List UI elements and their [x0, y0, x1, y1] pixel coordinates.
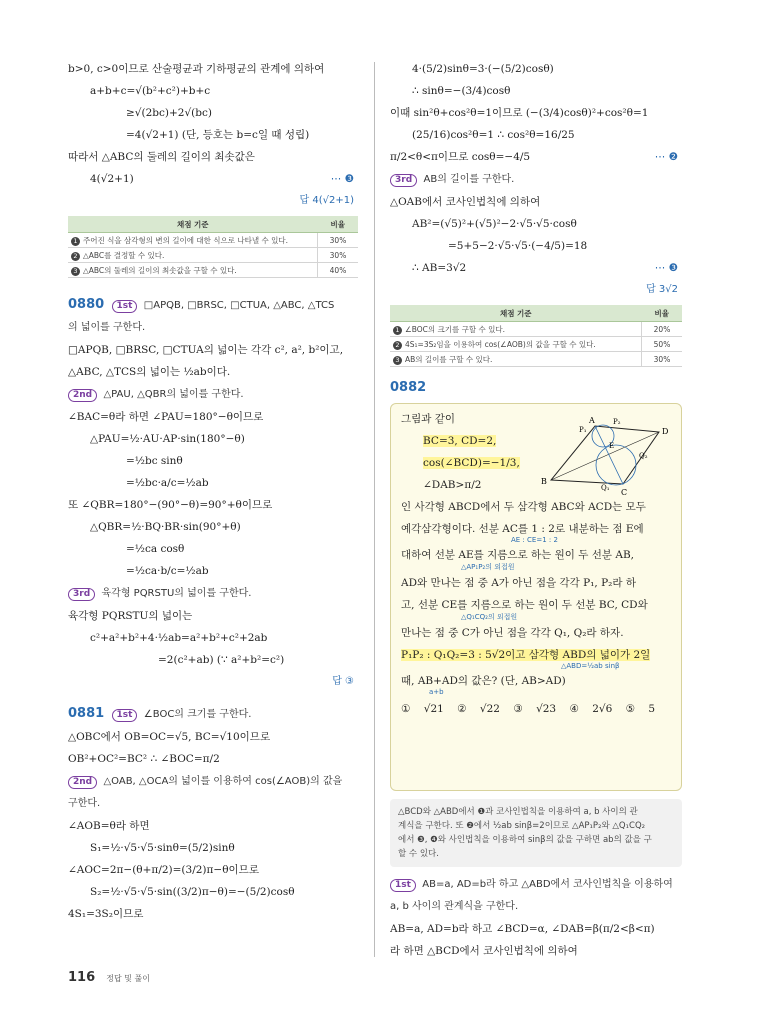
problem-number: 0882: [390, 381, 427, 395]
page-footer: [68, 966, 150, 985]
table-header-criteria: 채점 기준: [390, 305, 642, 322]
table-row: [390, 322, 682, 337]
text-line: b>0, c>0이므로 산술평균과 기하평균의 관계에 의하여: [68, 63, 325, 75]
annotation: AE : CE=1 : 2: [511, 536, 558, 544]
right-column: [390, 62, 682, 966]
highlight: P₁P₂ : Q₁Q₂=3 : 5√2이고 삼각형 ABD의 넓이가 2일: [401, 649, 651, 661]
choice-5[interactable]: ⑤ 5: [625, 703, 656, 715]
problem-text: [401, 648, 671, 662]
choice-3[interactable]: ③ √23: [513, 703, 557, 715]
problem-text: 대하여 선분 AE를 지름으로 하는 원이 두 선분 AB,: [401, 549, 635, 561]
criteria-text: AB의 길이를 구할 수 있다.: [405, 354, 493, 364]
annotation: a+b: [429, 688, 444, 696]
step-title: △PAU, △QBR의 넓이를 구한다.: [103, 389, 244, 400]
criteria-text: 주어진 식을 삼각형의 변의 길이에 대한 식으로 나타낼 수 있다.: [83, 235, 288, 245]
criteria-ratio: 30%: [642, 352, 683, 367]
criteria-text: △ABC를 결정할 수 있다.: [83, 250, 165, 260]
text-line: △ABC, △TCS의 넓이는 ½ab이다.: [68, 366, 231, 378]
label-q1: Q₁: [601, 484, 610, 492]
problem-0882-header: [390, 381, 682, 395]
equation: a+b+c=√(b²+c²)+b+c: [90, 85, 211, 97]
step-title: △OAB, △OCA의 넓이를 이용하여 cos(∠AOB)의 값을: [103, 776, 343, 787]
equation: ≥√(2bc)+2√(bc): [126, 107, 212, 119]
problem-box: [390, 403, 682, 791]
text-line: ∠AOB=θ라 하면: [68, 820, 150, 832]
text-line: □APQB, □BRSC, □CTUA의 넓이는 각각 c², a², b²이고,: [68, 344, 344, 356]
table-header-criteria: 채점 기준: [68, 216, 318, 233]
step-badge: 2nd: [68, 389, 97, 402]
criteria-text: ∠BOC의 크기를 구할 수 있다.: [405, 324, 506, 334]
result-value: 4(√2+1): [90, 173, 134, 185]
step-marker: ⋯ ❷: [654, 151, 678, 163]
text-line: AB=a, AD=b라 하고 ∠BCD=α, ∠DAB=β(π/2<β<π): [390, 923, 655, 935]
label-b: B: [541, 477, 547, 486]
problem-number: 0880: [68, 298, 105, 312]
equation: △QBR=½·BQ·BR·sin(90°+θ): [90, 521, 241, 533]
equation: =½ca cosθ: [126, 543, 185, 555]
table-row: [390, 352, 682, 367]
equation: =5+5−2·√5·√5·(−4/5)=18: [448, 240, 588, 252]
problem-text: 고, 선분 CE를 지름으로 하는 원이 두 선분 BC, CD와: [401, 599, 648, 611]
equation: S₂=½·√5·√5·sin((3/2)π−θ)=−(5/2)cosθ: [90, 886, 295, 898]
step-title: □APQB, □BRSC, □CTUA, △ABC, △TCS: [143, 300, 335, 311]
criteria-ratio: 30%: [318, 248, 359, 263]
equation: 이때 sin²θ+cos²θ=1이므로 (−(3/4)cosθ)²+cos²θ=1: [390, 107, 649, 119]
criteria-number: 3: [393, 356, 402, 365]
step-badge: 3rd: [68, 588, 95, 601]
step-badge: 1st: [112, 300, 138, 313]
step-marker: ⋯ ❸: [330, 173, 354, 185]
table-row: [68, 263, 358, 278]
problem-0881-header: [68, 707, 358, 722]
step-line: [68, 774, 358, 789]
grading-table: [390, 305, 682, 367]
table-header-ratio: 비율: [318, 216, 359, 233]
problem-text: 때, AB+AD의 값은? (단, AB>AD): [401, 675, 566, 687]
table-row: [390, 337, 682, 352]
label-q2: Q₂: [639, 452, 648, 460]
text-line: 육각형 PQRSTU의 넓이는: [68, 610, 193, 622]
step-badge: 2nd: [68, 776, 97, 789]
hint-line: △BCD와 △ABD에서 ❶과 코사인법칙을 이용하여 a, b 사이의 관: [398, 807, 638, 817]
step-title-cont: a, b 사이의 관계식을 구한다.: [390, 901, 519, 912]
text-line: △OBC에서 OB=OC=√5, BC=√10이므로: [68, 731, 271, 743]
problem-text: AD와 만나는 점 중 A가 아닌 점을 각각 P₁, P₂라 하: [401, 577, 636, 589]
problem-text: 인 사각형 ABCD에서 두 삼각형 ABC와 ACD는 모두: [401, 501, 646, 513]
step-marker: ⋯ ❸: [654, 262, 678, 274]
step-title-cont: 구한다.: [68, 798, 101, 809]
equation: π/2<θ<π이므로 cosθ=−4/5: [390, 151, 531, 163]
equation: ∴ AB=3√2: [412, 262, 467, 274]
column-divider: [374, 62, 375, 957]
equation: =4(√2+1) (단, 등호는 b=c일 때 성립): [126, 129, 310, 141]
equation: =½bc sinθ: [126, 455, 183, 467]
text-line: 따라서 △ABC의 둘레의 길이의 최솟값은: [68, 151, 255, 163]
criteria-text: △ABC의 둘레의 길이의 최솟값을 구할 수 있다.: [83, 265, 237, 275]
step-badge: 1st: [390, 879, 416, 892]
highlight: cos(∠BCD)=−1/3,: [423, 457, 520, 469]
equation-line: [390, 261, 682, 275]
equation: =2(c²+ab) (∵ a²+b²=c²): [158, 654, 285, 666]
criteria-number: 3: [71, 267, 80, 276]
hint-line: 계식을 구한다. 또 ❷에서 ½ab sinβ=2이므로 △AP₁P₂와 △Q₁CQ₂: [398, 821, 646, 831]
equation: =½ca·b/c=½ab: [126, 565, 209, 577]
step-title: 육각형 PQRSTU의 넓이를 구한다.: [101, 588, 252, 599]
annotation: △AP₁P₂의 외접원: [461, 563, 515, 571]
problem-text: ∠DAB>π/2: [423, 479, 482, 491]
answer: 답 3√2: [646, 284, 678, 295]
label-c: C: [621, 488, 628, 497]
choice-1[interactable]: ① √21: [401, 703, 444, 715]
hint-box: [390, 799, 682, 867]
step-title: AB의 길이를 구한다.: [423, 174, 515, 185]
criteria-number: 1: [71, 237, 80, 246]
label-p2: P₂: [613, 418, 621, 426]
step-badge: 1st: [112, 709, 138, 722]
step-line: [68, 586, 358, 601]
text-line: 또 ∠QBR=180°−(90°−θ)=90°+θ이므로: [68, 499, 273, 511]
problem-number: 0881: [68, 707, 105, 721]
text-line: 4S₁=3S₂이므로: [68, 908, 144, 920]
answer: 답 4(√2+1): [299, 195, 354, 206]
problem-0880-header: [68, 298, 358, 313]
problem-text: 만나는 점 중 C가 아닌 점을 각각 Q₁, Q₂라 하자.: [401, 627, 624, 639]
criteria-text: 4S₁=3S₂임을 이용하여 cos(∠AOB)의 값을 구할 수 있다.: [405, 339, 596, 349]
highlight: BC=3, CD=2,: [423, 435, 497, 447]
equation: △PAU=½·AU·AP·sin(180°−θ): [90, 433, 245, 445]
left-column: [68, 62, 358, 929]
equation: AB²=(√5)²+(√5)²−2·√5·√5·cosθ: [412, 218, 577, 230]
choice-2[interactable]: ② √22: [457, 703, 500, 715]
criteria-ratio: 30%: [318, 233, 359, 248]
page-number: 116: [68, 970, 96, 985]
step-title: ∠BOC의 크기를 구한다.: [143, 709, 252, 720]
hint-line: 할 수 있다.: [398, 849, 439, 859]
criteria-ratio: 50%: [642, 337, 683, 352]
step-line: [390, 877, 682, 892]
text-line: ∠BAC=θ라 하면 ∠PAU=180°−θ이므로: [68, 411, 264, 423]
equation: S₁=½·√5·√5·sinθ=(5/2)sinθ: [90, 842, 235, 854]
answer: 답 ③: [332, 676, 354, 687]
criteria-number: 1: [393, 326, 402, 335]
result-line: [68, 172, 358, 186]
annotation: △Q₁CQ₂의 외접원: [461, 613, 518, 621]
table-row: [68, 233, 358, 248]
equation: 4·(5/2)sinθ=3·(−(5/2)cosθ): [412, 63, 554, 75]
step-title: AB=a, AD=b라 하고 △ABD에서 코사인법칙을 이용하여: [422, 879, 673, 890]
criteria-ratio: 40%: [318, 263, 359, 278]
step-line: [68, 387, 358, 402]
problem-text: 예각삼각형이다. 선분 AC를 1 : 2로 내분하는 점 E에: [401, 523, 644, 535]
label-d: D: [662, 427, 669, 436]
equation-line: [390, 150, 682, 164]
text-line: △OAB에서 코사인법칙에 의하여: [390, 196, 541, 208]
criteria-ratio: 20%: [642, 322, 683, 337]
table-header-ratio: 비율: [642, 305, 683, 322]
criteria-number: 2: [393, 341, 402, 350]
annotation: △ABD=½ab sinβ: [561, 662, 620, 670]
equation: ∴ sinθ=−(3/4)cosθ: [412, 85, 511, 97]
label-a: A: [589, 416, 595, 425]
hint-line: 에서 ❸, ❹와 사인법칙을 이용하여 sinβ의 값을 구하면 ab의 값을 구: [398, 835, 652, 845]
table-row: [68, 248, 358, 263]
step-title-cont: 의 넓이를 구한다.: [68, 322, 146, 333]
equation: ∠AOC=2π−(θ+π/2)=(3/2)π−θ이므로: [68, 864, 259, 876]
geometry-diagram: [539, 410, 675, 500]
criteria-number: 2: [71, 252, 80, 261]
label-e: E: [609, 442, 615, 450]
equation: c²+a²+b²+4·½ab=a²+b²+c²+2ab: [90, 632, 268, 644]
page-label: 정답 및 풀이: [106, 974, 150, 983]
problem-text: 그림과 같이: [401, 413, 456, 425]
step-line: [390, 172, 682, 187]
equation: =½bc·a/c=½ab: [126, 477, 209, 489]
label-p1: P₁: [579, 426, 587, 434]
equation: OB²+OC²=BC² ∴ ∠BOC=π/2: [68, 753, 220, 765]
choices: [401, 702, 671, 716]
equation: (25/16)cos²θ=1 ∴ cos²θ=16/25: [412, 129, 575, 141]
text-line: 라 하면 △BCD에서 코사인법칙에 의하여: [390, 945, 578, 957]
grading-table: [68, 216, 358, 278]
step-badge: 3rd: [390, 174, 417, 187]
choice-4[interactable]: ④ 2√6: [569, 703, 613, 715]
